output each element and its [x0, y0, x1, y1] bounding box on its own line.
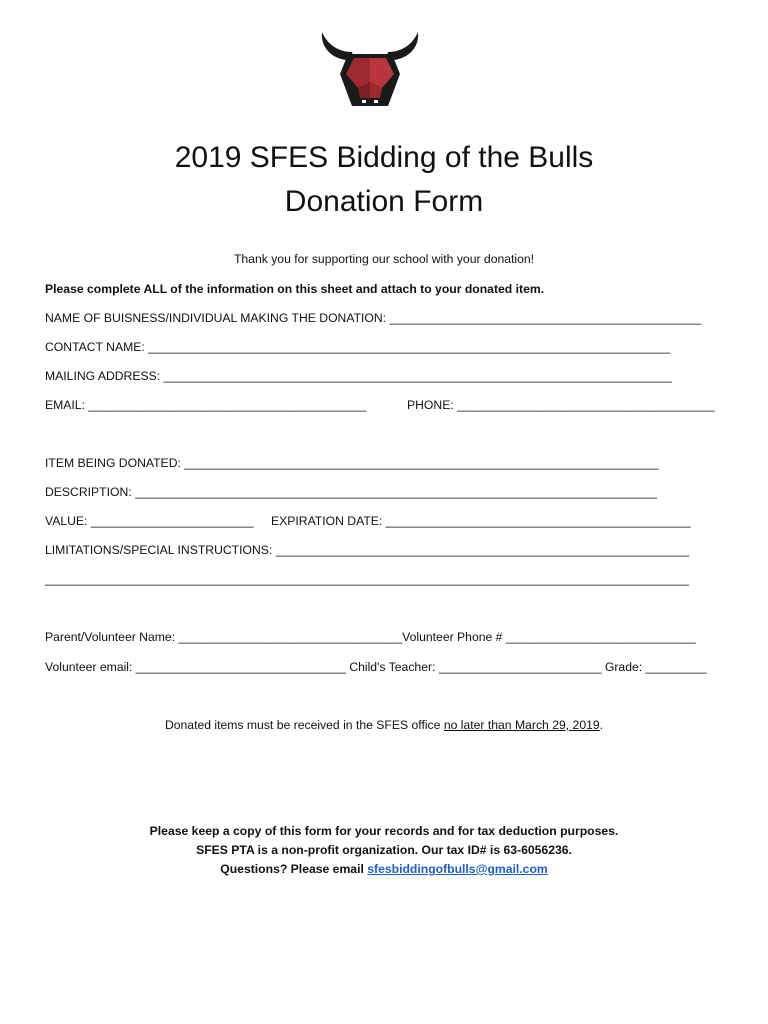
grade-blank[interactable]: _________ [645, 660, 707, 674]
contact-label: CONTACT NAME: [45, 340, 145, 354]
teacher-blank[interactable]: ________________________ [438, 660, 602, 674]
phone-blank[interactable]: ______________________________________ [457, 398, 715, 412]
limitations-blank[interactable]: _____________________________________________________________ [275, 543, 690, 557]
deadline-text: Donated items must be received in the SFES office [164, 718, 441, 732]
value-field[interactable] [45, 513, 254, 529]
volunteer-name-blank[interactable]: _________________________________ [178, 630, 403, 644]
volunteer-name-label: Parent/Volunteer Name: [45, 630, 176, 644]
limitations-label: LIMITATIONS/SPECIAL INSTRUCTIONS: [45, 543, 273, 557]
phone-label: PHONE: [407, 398, 454, 412]
item-label: ITEM BEING DONATED: [45, 456, 181, 470]
contact-field[interactable] [45, 339, 670, 355]
limitations-field[interactable] [45, 542, 689, 558]
limitations-extra-blank[interactable]: _______________________________________________________________________________________________ [45, 572, 689, 586]
phone-field[interactable] [407, 397, 715, 413]
item-field[interactable] [45, 455, 659, 471]
expiration-field[interactable] [271, 513, 691, 529]
value-blank[interactable]: ________________________ [90, 514, 254, 528]
description-label: DESCRIPTION: [45, 485, 132, 499]
teacher-label: Child's Teacher: [349, 660, 436, 674]
description-field[interactable] [45, 484, 657, 500]
contact-email-link[interactable]: sfesbiddingofbulls@gmail.com [367, 862, 548, 876]
form-title-line2: Donation Form [284, 185, 484, 218]
expiration-blank[interactable]: _____________________________________________ [385, 514, 691, 528]
volunteer-email-label: Volunteer email: [45, 660, 133, 674]
deadline-end: . [599, 718, 604, 732]
volunteer-phone-blank[interactable]: ____________________________ [505, 630, 696, 644]
mailing-field[interactable] [45, 368, 672, 384]
thanks-text: Thank you for supporting our school with your donation! [233, 252, 535, 266]
footer-questions-text: Questions? Please email [220, 862, 364, 876]
business-label: NAME OF BUISNESS/INDIVIDUAL MAKING THE DONATION: [45, 311, 387, 325]
expiration-label: EXPIRATION DATE: [271, 514, 383, 528]
description-blank[interactable]: _____________________________________________________________________________ [135, 485, 657, 499]
footer-questions [0, 861, 768, 877]
email-label: EMAIL: [45, 398, 85, 412]
deadline-notice [0, 717, 768, 733]
footer-taxid-text: SFES PTA is a non-profit organization. Our tax ID# is 63-6056236. [196, 843, 572, 857]
item-blank[interactable]: ______________________________________________________________________ [184, 456, 659, 470]
grade-label: Grade: [604, 660, 643, 674]
volunteer-email-field[interactable] [45, 659, 707, 675]
deadline-date: no later than March 29, 2019 [443, 718, 600, 732]
business-field[interactable] [45, 310, 701, 326]
email-field[interactable] [45, 397, 366, 413]
mailing-label: MAILING ADDRESS: [45, 369, 161, 383]
mailing-blank[interactable]: ___________________________________________________________________________ [163, 369, 672, 383]
form-title-line1: 2019 SFES Bidding of the Bulls [174, 141, 594, 174]
value-label: VALUE: [45, 514, 88, 528]
volunteer-email-blank[interactable]: _______________________________ [135, 660, 346, 674]
email-blank[interactable]: _________________________________________ [88, 398, 367, 412]
business-blank[interactable]: ______________________________________________ [389, 311, 702, 325]
volunteer-name-field[interactable] [45, 629, 696, 645]
contact-blank[interactable]: _____________________________________________________________________________ [148, 340, 671, 354]
instructions-text: Please complete ALL of the information on this sheet and attach to your donated item. [45, 282, 545, 296]
volunteer-phone-label: Volunteer Phone # [402, 630, 503, 644]
bull-head-logo-icon [314, 28, 426, 112]
footer-records-text: Please keep a copy of this form for your records and for tax deduction purposes. [149, 824, 619, 838]
